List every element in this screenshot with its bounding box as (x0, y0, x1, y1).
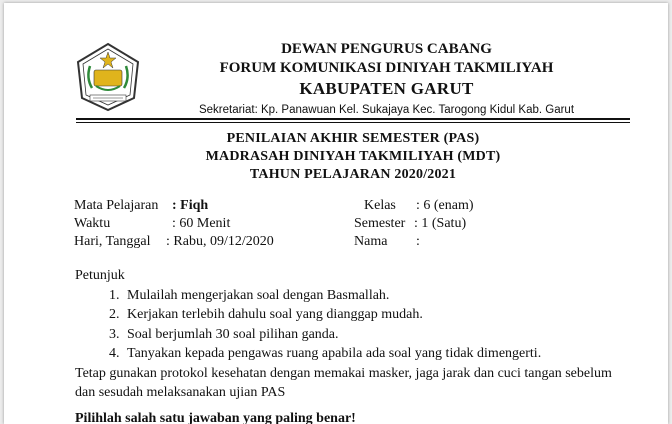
info-label: Semester (354, 216, 406, 231)
instruction-item: 2. Kerjakan terlebih dahulu soal yang dianggap mudah. (123, 305, 635, 325)
instruction-item: 3. Soal berjumlah 30 soal pilihan ganda. (123, 325, 635, 345)
letterhead (144, 40, 629, 118)
exam-title (76, 130, 630, 184)
org-level: DEWAN PENGURUS CABANG (281, 41, 492, 57)
info-row-class (354, 197, 554, 215)
instructions-list (75, 286, 635, 364)
info-row-subject (74, 197, 354, 215)
organization-logo (74, 42, 142, 112)
instructions (75, 266, 635, 403)
info-value-semester: : 1 (Satu) (414, 216, 467, 231)
letterhead-rule-thin (76, 122, 630, 123)
org-name: FORUM KOMUNIKASI DINIYAH TAKMILIYAH (219, 60, 554, 76)
instruction-item: 1. Mulailah mengerjakan soal dengan Basmallah. (123, 286, 635, 306)
info-label: Mata Pelajaran (74, 198, 159, 213)
info-left (74, 197, 354, 251)
instructions-heading: Petunjuk (75, 268, 125, 283)
info-row-time (74, 215, 354, 233)
health-protocol-note: Tetap gunakan protokol kesehatan dengan memakai masker, jaga jarak dan cuci tangan sebelum dan sesudah melaksanakan ujian PAS (75, 365, 612, 400)
info-value-subject: : Fiqh (172, 198, 209, 213)
info-right (354, 197, 554, 251)
exam-title-line3: TAHUN PELAJARAN 2020/2021 (249, 167, 457, 182)
info-label: Hari, Tanggal (74, 234, 151, 249)
info-label: Waktu (74, 216, 111, 231)
info-value-name: : (416, 234, 420, 249)
letterhead-rule-thick (76, 118, 630, 120)
question-instruction: Pilihlah salah satu jawaban yang paling benar! (75, 411, 356, 424)
info-label: Kelas (364, 198, 396, 213)
org-region: KABUPATEN GARUT (299, 79, 474, 98)
info-value-date: : Rabu, 09/12/2020 (166, 234, 274, 249)
instruction-item: 4. Tanyakan kepada pengawas ruang apabila ada soal yang tidak dimengerti. (123, 344, 635, 364)
info-label: Nama (354, 234, 388, 249)
exam-title-line1: PENILAIAN AKHIR SEMESTER (PAS) (226, 131, 480, 146)
exam-title-line2: MADRASAH DINIYAH TAKMILIYAH (MDT) (205, 149, 501, 164)
info-row-semester (354, 215, 554, 233)
info-value-class: : 6 (enam) (416, 198, 474, 213)
info-row-date (74, 233, 354, 251)
org-address: Sekretariat: Kp. Panawuan Kel. Sukajaya Kec. Tarogong Kidul Kab. Garut (198, 104, 575, 116)
document-page (4, 3, 668, 424)
info-row-name (354, 233, 554, 251)
info-value-time: : 60 Menit (172, 216, 231, 231)
